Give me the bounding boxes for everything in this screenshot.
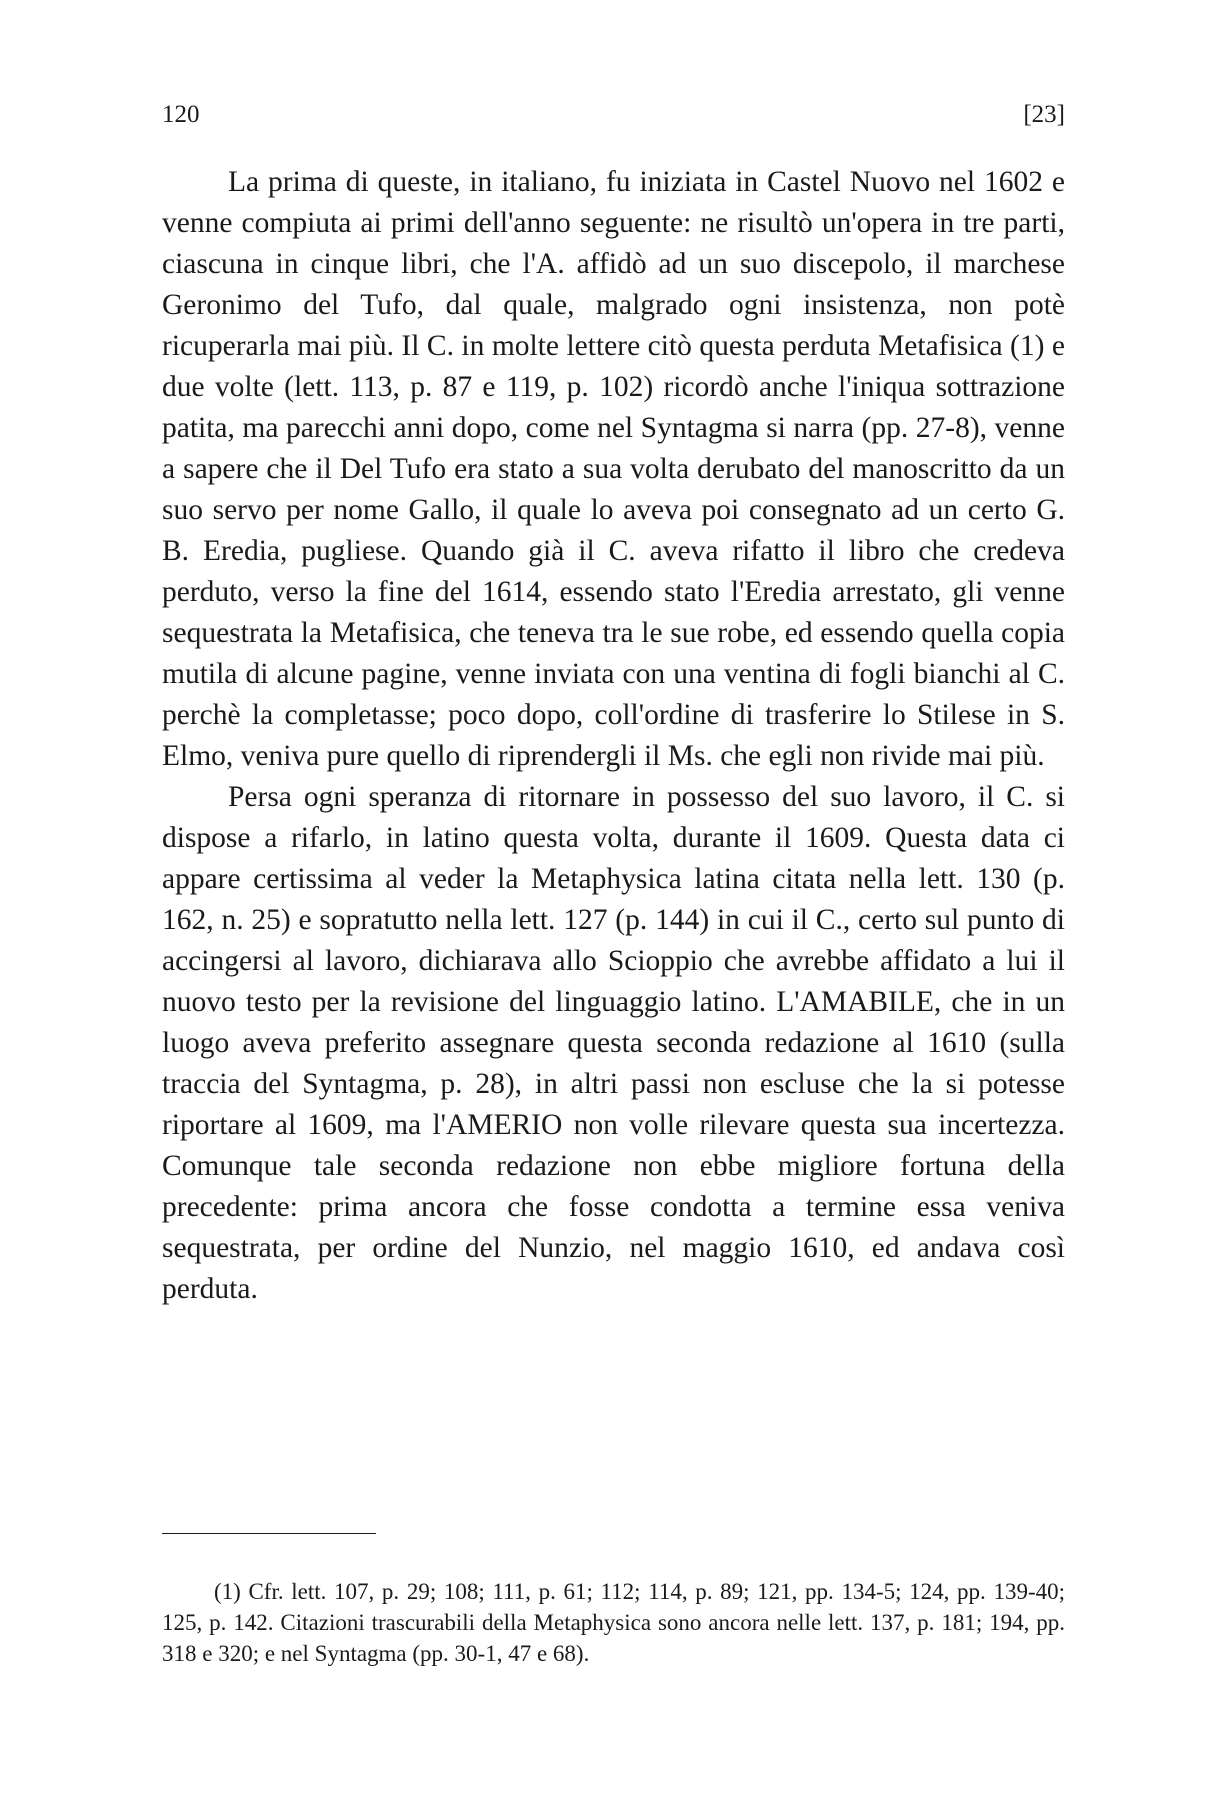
running-head: [162, 100, 1065, 130]
footnote-1: (1) Cfr. lett. 107, p. 29; 108; 111, p. 61; 112; 114, p. 89; 121, pp. 134-5; 124, pp. 139-40; 125, p. 142. Citazioni trascurabili della Metaphysica sono ancora nelle lett. 137, p. 181; 194, pp. 318 e 320; e nel Syntagma (pp. 30-1, 47 e 68).: [162, 1579, 1065, 1666]
page-number: 120: [162, 101, 200, 128]
body-text: [162, 162, 1065, 1310]
section-label: [23]: [1023, 101, 1065, 128]
paragraph-2: Persa ogni speranza di ritornare in possesso del suo lavoro, il C. si dispose a rifarlo, in latino questa volta, durante il 1609. Questa data ci appare certissima al veder la Metaphysica latina citata nella lett. 130 (p. 162, n. 25) e sopratutto nella lett. 127 (p. 144) in cui il C., certo sul punto di accingersi al lavoro, dichiarava allo Scioppio che avrebbe affidato a lui il nuovo testo per la revisione del linguaggio latino. L'AMABILE, che in un luogo aveva preferito assegnare questa seconda redazione al 1610 (sulla traccia del Syntagma, p. 28), in altri passi non escluse che la si potesse riportare al 1609, ma l'AMERIO non volle rilevare questa sua incertezza. Comunque tale seconda redazione non ebbe migliore fortuna della precedente: prima ancora che fosse condotta a termine essa veniva sequestrata, per ordine del Nunzio, nel maggio 1610, ed andava così perduta.: [162, 781, 1065, 1305]
footnote-divider: [162, 1533, 376, 1534]
paragraph-1: La prima di queste, in italiano, fu iniziata in Castel Nuovo nel 1602 e venne compiuta ai primi dell'anno seguente: ne risultò un'opera in tre parti, ciascuna in cinque libri, che l'A. affidò ad un suo discepolo, il marchese Geronimo del Tufo, dal quale, malgrado ogni insistenza, non potè ricuperarla mai più. Il C. in molte lettere citò questa perduta Metafisica (1) e due volte (lett. 113, p. 87 e 119, p. 102) ricordò anche l'iniqua sottrazione patita, ma parecchi anni dopo, come nel Syntagma si narra (pp. 27-8), venne a sapere che il Del Tufo era stato a sua volta derubato del manoscritto da un suo servo per nome Gallo, il quale lo aveva poi consegnato ad un certo G. B. Eredia, pugliese. Quando già il C. aveva rifatto il libro che credeva perduto, verso la fine del 1614, essendo stato l'Eredia arrestato, gli venne sequestrata la Metafisica, che teneva tra le sue robe, ed essendo quella copia mutila di alcune pagine, venne inviata con una ventina di fogli bianchi al C. perchè la completasse; poco dopo, coll'ordine di trasferire lo Stilese in S. Elmo, veniva pure quello di riprendergli il Ms. che egli non rivide mai più.: [162, 166, 1065, 772]
